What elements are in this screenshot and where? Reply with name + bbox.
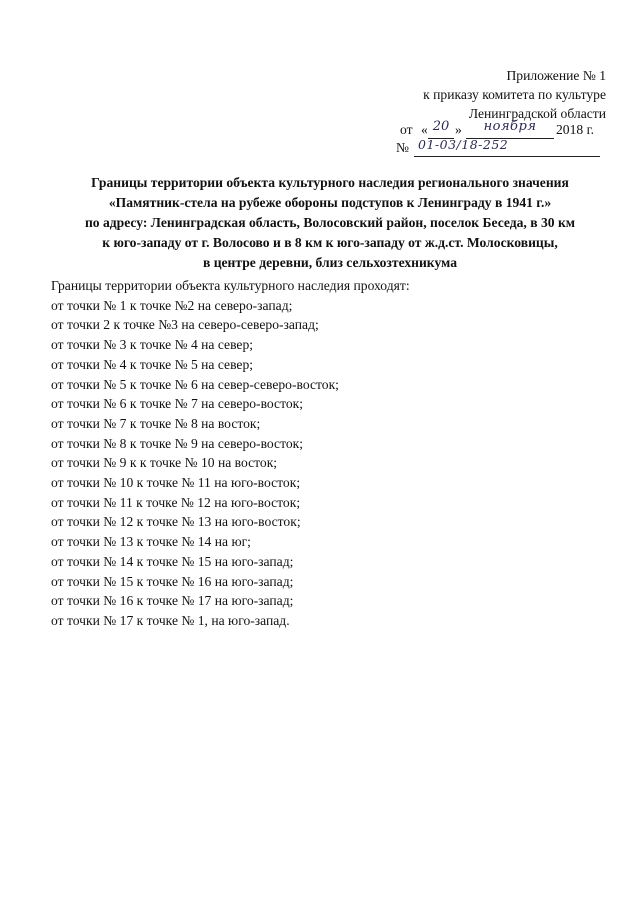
appendix-region: Ленинградской области bbox=[468, 106, 606, 121]
boundary-segment: от точки № 15 к точке № 16 на юго-запад; bbox=[51, 573, 294, 589]
appendix-header bbox=[423, 66, 606, 123]
boundary-segment: от точки № 3 к точке № 4 на север; bbox=[51, 337, 254, 353]
boundary-segment: от точки № 5 к точке № 6 на север-северо-восток; bbox=[51, 376, 339, 392]
boundary-segment: от точки № 12 к точке № 13 на юго-восток; bbox=[51, 514, 301, 530]
boundary-segment: от точки № 17 к точке № 1, на юго-запад. bbox=[51, 612, 290, 628]
boundary-description bbox=[51, 276, 410, 631]
boundary-segment: от точки № 1 к точке №2 на северо-запад; bbox=[51, 297, 293, 313]
boundary-segment: от точки № 11 к точке № 12 на юго-восток; bbox=[51, 494, 301, 510]
date-prefix: от bbox=[400, 122, 413, 137]
boundary-segment: от точки № 7 к точке № 8 на восток; bbox=[51, 415, 261, 431]
title-line: к юго-западу от г. Волосово и в 8 км к юго-западу от ж.д.ст. Молосковицы, bbox=[102, 235, 558, 250]
boundary-segment: от точки № 6 к точке № 7 на северо-восток; bbox=[51, 396, 304, 412]
title-line: «Памятник-стела на рубеже обороны подступов к Ленинграду в 1941 г.» bbox=[108, 195, 552, 210]
handwritten-month: ноября bbox=[483, 119, 537, 134]
date-quote-open: « bbox=[421, 122, 428, 137]
boundary-segment: от точки № 8 к точке № 9 на северо-восток; bbox=[51, 435, 304, 451]
appendix-title: Приложение № 1 bbox=[506, 68, 606, 83]
boundary-segment: от точки № 13 к точке № 14 на юг; bbox=[51, 534, 251, 550]
boundary-intro: Границы территории объекта культурного наследия проходят: bbox=[51, 278, 410, 293]
title-line: по адресу: Ленинградская область, Волосовский район, поселок Беседа, в 30 км bbox=[84, 215, 576, 230]
date-quote-close: » bbox=[455, 122, 462, 137]
boundary-segment: от точки № 14 к точке № 15 на юго-запад; bbox=[51, 553, 294, 569]
document-title bbox=[40, 173, 620, 273]
boundary-segment: от точки № 4 к точке № 5 на север; bbox=[51, 356, 254, 372]
number-underline bbox=[414, 156, 600, 157]
number-prefix: № bbox=[396, 140, 409, 155]
boundary-segment: от точки № 9 к к точке № 10 на восток; bbox=[51, 455, 278, 471]
appendix-order-ref: к приказу комитета по культуре bbox=[423, 87, 606, 102]
date-year: 2018 г. bbox=[556, 122, 595, 137]
title-line: Границы территории объекта культурного наследия регионального значения bbox=[91, 175, 569, 190]
boundary-segment: от точки № 16 к точке № 17 на юго-запад; bbox=[51, 593, 294, 609]
title-line: в центре деревни, близ сельхозтехникума bbox=[202, 255, 458, 270]
boundary-segment: от точки 2 к точке №3 на северо-северо-запад; bbox=[51, 317, 319, 333]
boundary-segment: от точки № 10 к точке № 11 на юго-восток; bbox=[51, 475, 301, 491]
order-number bbox=[396, 137, 606, 160]
handwritten-day: 20 bbox=[432, 119, 450, 134]
handwritten-number: 01-03/18-252 bbox=[418, 137, 509, 152]
